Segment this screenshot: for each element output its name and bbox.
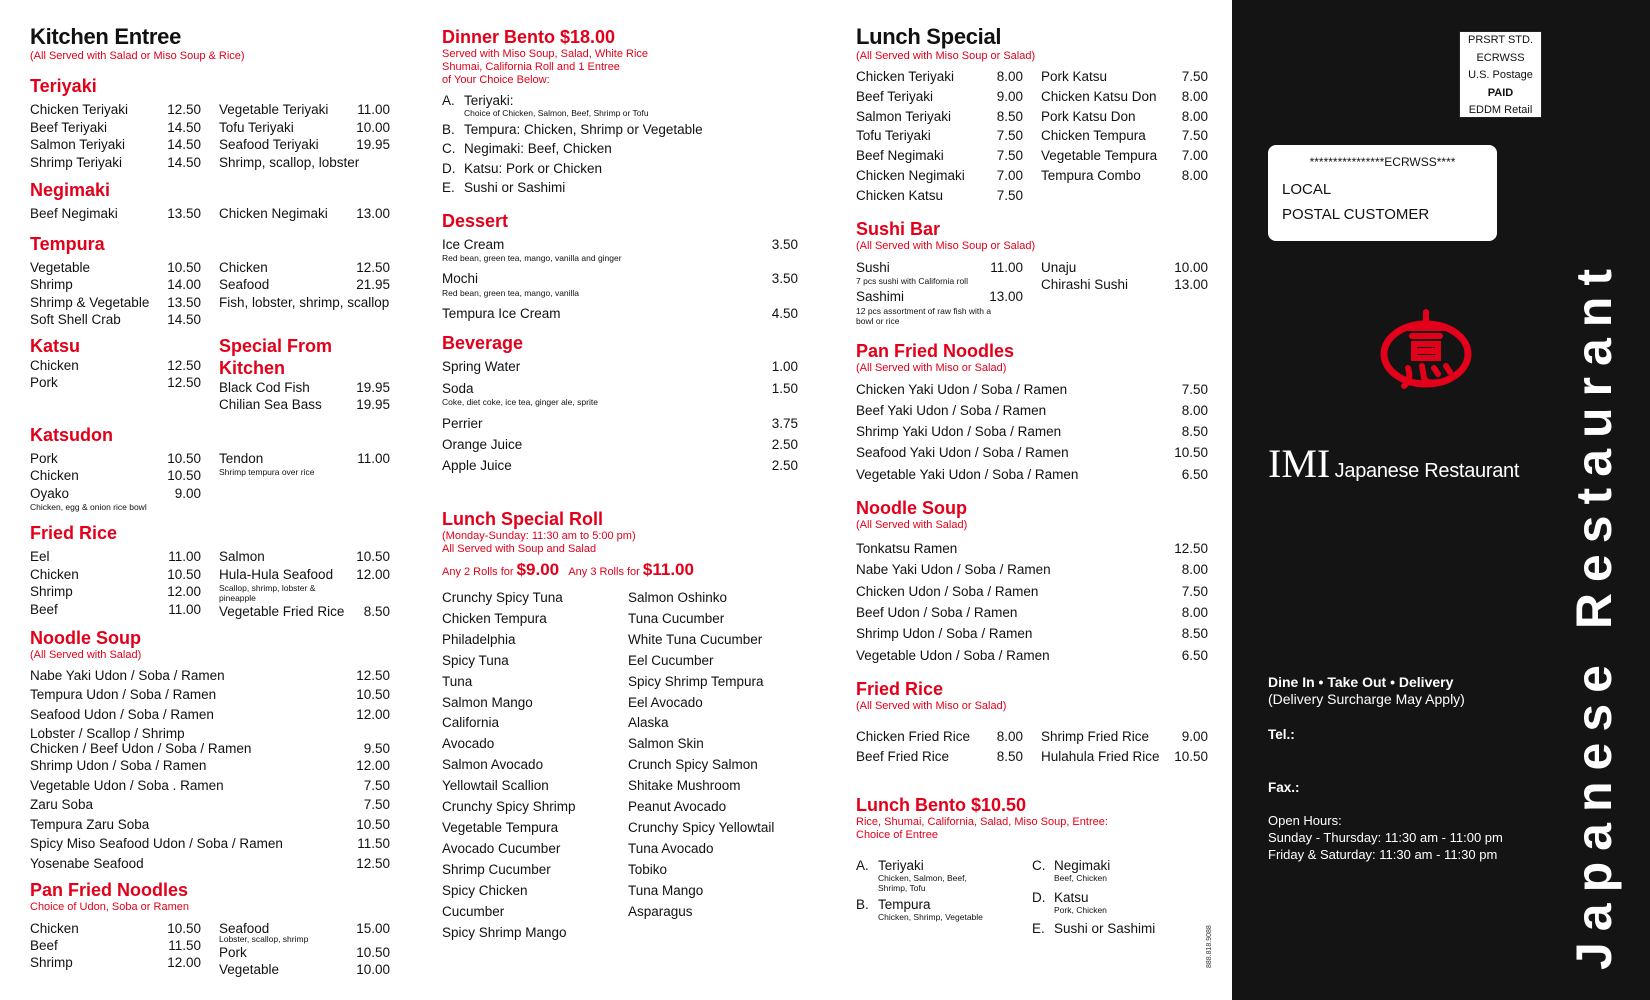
menu-item: Sashimi 13.00 (856, 289, 1023, 305)
noodle-soup-subtitle: (All Served with Salad) (30, 648, 142, 661)
pan-fried-lunch-items (856, 379, 1208, 485)
roll-item: Vegetable Tempura (442, 819, 559, 835)
menu-item: Salmon Teriyaki 14.50 (30, 137, 201, 152)
menu-item: Tempura Combo 8.00 (1041, 167, 1208, 183)
bento-option: E. Sushi or Sashimi (1032, 921, 1156, 937)
tempura-heading: Tempura (30, 233, 105, 254)
item-description: Chicken, Salmon, Beef, Shrimp, Tofu (878, 873, 967, 894)
item-description: 12 pcs assortment of raw fish with a bowl or rice (856, 305, 992, 326)
dinner-bento-options (442, 91, 798, 198)
menu-item: Beef Yaki Udon / Soba / Ramen 8.00 (856, 402, 1208, 418)
menu-item: Beef Fried Rice 8.50 (856, 748, 1023, 764)
lunch-roll-hours: (Monday-Sunday: 11:30 am to 5:00 pm) (442, 530, 636, 542)
lunch-bento-desc: Rice, Shumai, California, Salad, Miso Soup, Entree: (856, 816, 1108, 829)
menu-item: Shrimp, scallop, lobster (219, 154, 360, 170)
dinner-bento-title: Dinner Bento $18.00 (442, 27, 616, 47)
menu-item: Chicken 12.50 (219, 259, 390, 275)
mailing-address-box (1268, 145, 1497, 241)
menu-item: Chicken Tempura 7.50 (1041, 128, 1208, 144)
katsudon-items (30, 450, 390, 513)
negimaki-items (30, 205, 390, 223)
menu-item: Tofu Teriyaki 7.50 (856, 128, 1023, 144)
special-kitchen-heading: Special From Kitchen (219, 335, 333, 378)
svg-text:Japanese Restaurant: Japanese Restaurant (1566, 257, 1622, 970)
roll-deal-line: Any 2 Rolls for $9.00 Any 3 Rolls for $11.00 (442, 560, 694, 579)
menu-item: Shrimp Udon / Soba / Ramen 12.00 (30, 758, 390, 773)
menu-item: Vegetable Teriyaki 11.00 (219, 102, 390, 117)
menu-item: Seafood 15.00 (219, 921, 390, 936)
noodle-soup-items (30, 666, 390, 874)
delivery-surcharge: (Delivery Surcharge May Apply) (1268, 691, 1465, 707)
sushi-bar-subtitle: (All Served with Miso Soup or Salad) (856, 239, 1036, 252)
menu-item: Zaru Soba 7.50 (30, 797, 390, 812)
menu-item: Pork 10.50 (219, 945, 390, 960)
kitchen-entree-column (30, 24, 390, 978)
lunch-roll-served: All Served with Soup and Salad (442, 543, 597, 555)
roll-item: Alaska (628, 715, 669, 731)
fried-rice-heading: Fried Rice (30, 523, 118, 543)
service-options: Dine In • Take Out • Delivery (1268, 674, 1454, 690)
menu-item: Nabe Yaki Udon / Soba / Ramen 12.50 (30, 667, 390, 683)
kitchen-entree-title: Kitchen Entree (30, 24, 182, 49)
contact-info (1268, 674, 1518, 863)
dessert-items (442, 236, 798, 323)
menu-item: Soda 1.50 (442, 380, 798, 396)
roll-item: Tuna Mango (628, 882, 704, 898)
menu-item: Soft Shell Crab 14.50 (30, 312, 201, 327)
menu-item: Shrimp Udon / Soba / Ramen 8.50 (856, 626, 1208, 642)
menu-item: Orange Juice 2.50 (442, 437, 798, 452)
sushi-bar-heading: Sushi Bar (856, 218, 941, 239)
roll-item: Shitake Mushroom (628, 778, 741, 794)
menu-item: Ice Cream 3.50 (442, 236, 798, 252)
menu-item: Oyako 9.00 (30, 485, 201, 501)
bento-option: B. Tempura (856, 897, 931, 913)
menu-item: Seafood Yaki Udon / Soba / Ramen 10.50 (856, 445, 1208, 461)
fried-rice-items (30, 548, 390, 621)
menu-item: Vegetable Udon / Soba . Ramen 7.50 (30, 777, 390, 793)
lunch-column (856, 24, 1208, 936)
katsudon-heading: Katsudon (30, 424, 113, 445)
roll-item: Peanut Avocado (628, 799, 727, 815)
menu-item: Beef Udon / Soba / Ramen 8.00 (856, 604, 1208, 620)
menu-item: Black Cod Fish 19.95 (219, 379, 390, 395)
roll-item: Tobiko (628, 861, 668, 877)
pan-fried-noodles-heading: Pan Fried Noodles (30, 880, 189, 900)
menu-item: Mochi 3.50 (442, 271, 798, 286)
fax-label: Fax.: (1268, 780, 1300, 795)
teriyaki-heading: Teriyaki (30, 76, 97, 96)
menu-item: Salmon 10.50 (219, 549, 390, 564)
roll-item: Spicy Shrimp Tempura (628, 673, 764, 689)
katsu-heading: Katsu (30, 335, 81, 356)
roll-item: Crunchy Spicy Shrimp (442, 799, 576, 815)
brand-name: Japanese Restaurant (1334, 460, 1520, 482)
hours-line: Sunday - Thursday: 11:30 am - 11:00 pm (1268, 830, 1503, 845)
item-description: Chicken, egg & onion rice bowl (30, 502, 147, 512)
menu-item: Tempura Udon / Soba / Ramen 10.50 (30, 687, 390, 702)
hours-line: Friday & Saturday: 11:30 am - 11:30 pm (1268, 847, 1498, 862)
roll-item: Eel Cucumber (628, 652, 714, 668)
roll-item: California (442, 715, 500, 731)
item-description: 7 pcs sushi with California roll (856, 276, 968, 287)
roll-item: Crunchy Spicy Tuna (442, 590, 563, 605)
menu-item: Spicy Miso Seafood Udon / Soba / Ramen 11.50 (30, 836, 390, 851)
kitchen-entree-subtitle: (All Served with Salad or Miso Soup & Rice) (30, 50, 245, 62)
lunch-bento-heading: Lunch Bento $10.50 (856, 795, 1027, 816)
bento-dessert-column (442, 24, 798, 943)
item-description: Pork, Chicken (1054, 905, 1107, 916)
menu-item: Salmon Teriyaki 8.50 (856, 108, 1023, 124)
pan-fried-lunch-subtitle: (All Served with Miso or Salad) (856, 361, 1007, 374)
bento-option: D. Katsu: Pork or Chicken (442, 160, 603, 176)
menu-item: Chicken 12.50 (30, 357, 201, 373)
menu-item: Shrimp Teriyaki 14.50 (30, 154, 201, 170)
tempura-items (30, 259, 390, 329)
noodle-lunch-items (856, 538, 1208, 666)
menu-item: Chicken Teriyaki 12.50 (30, 102, 201, 117)
dinner-bento-desc: of Your Choice Below: (442, 74, 550, 86)
menu-item: Eel 11.00 (30, 549, 201, 564)
menu-item: Beef 11.00 (30, 601, 201, 617)
noodle-lunch-subtitle: (All Served with Salad) (856, 519, 968, 532)
roll-item: Yellowtail Scallion (442, 778, 549, 794)
menu-item: Seafood 21.95 (219, 277, 390, 292)
roll-item: Shrimp Cucumber (442, 861, 551, 877)
katsu-special-block (30, 335, 390, 414)
roll-item: Philadelphia (442, 631, 516, 647)
bento-option: C. Negimaki: Beef, Chicken (442, 141, 612, 156)
pan-fried-lunch-heading: Pan Fried Noodles (856, 340, 1015, 361)
menu-item: Yosenabe Seafood 12.50 (30, 855, 390, 871)
menu-item: Beef Negimaki 13.50 (30, 206, 201, 221)
menu-item: Fish, lobster, shrimp, scallop (219, 294, 390, 310)
menu-item: Chirashi Sushi 13.00 (1041, 277, 1208, 293)
menu-item: Unaju 10.00 (1041, 259, 1208, 275)
tel-label: Tel.: (1268, 727, 1295, 742)
item-description: Scallop, shrimp, lobster & pineapple (219, 583, 316, 603)
roll-item: Crunchy Spicy Yellowtail (628, 819, 775, 835)
menu-item: Beef Negimaki 7.50 (856, 148, 1023, 164)
roll-item: Spicy Chicken (442, 882, 528, 898)
menu-item: Vegetable Udon / Soba / Ramen 6.50 (856, 647, 1208, 663)
menu-item: Hula-Hula Seafood 12.00 (219, 566, 390, 582)
beverage-heading: Beverage (442, 333, 524, 353)
menu-item: Tofu Teriyaki 10.00 (219, 119, 390, 135)
postage-permit: PRSRT STD. ECRWSS U.S. Postage PAID EDDM Retail (1459, 31, 1542, 118)
item-description: Red bean, green tea, mango, vanilla (442, 287, 580, 298)
menu-item: Chicken Fried Rice 8.00 (856, 728, 1023, 744)
menu-item: Vegetable Tempura 7.00 (1041, 148, 1208, 164)
menu-item: Tempura Zaru Soba 10.50 (30, 816, 390, 832)
bento-option: E. Sushi or Sashimi (442, 180, 566, 195)
roll-item: Salmon Avocado (442, 757, 544, 773)
menu-item: Seafood Teriyaki 19.95 (219, 137, 390, 152)
roll-item: Asparagus (628, 903, 693, 919)
menu-item: Vegetable 10.00 (219, 962, 390, 977)
roll-item: Chicken Tempura (442, 610, 547, 626)
svg-text:888.818.9088: 888.818.9088 (1206, 925, 1213, 968)
menu-item: Tempura Ice Cream 4.50 (442, 305, 798, 321)
menu-item: Chicken Negimaki 13.00 (219, 206, 390, 221)
menu-item: Chilian Sea Bass 19.95 (219, 397, 390, 412)
lunch-special-roll-heading: Lunch Special Roll (442, 509, 604, 529)
lunch-bento-desc: Choice of Entree (856, 829, 938, 842)
address-line: LOCAL (1282, 181, 1332, 198)
menu-item: Nabe Yaki Udon / Soba / Ramen 8.00 (856, 562, 1208, 578)
item-description: Lobster, scallop, shrimp (219, 934, 309, 944)
roll-item: Spicy Shrimp Mango (442, 924, 567, 940)
menu-item: Chicken Negimaki 7.00 (856, 167, 1023, 183)
roll-item: Tuna (442, 673, 473, 689)
roll-item: Salmon Mango (442, 694, 533, 710)
menu-item: Vegetable 10.50 (30, 259, 201, 275)
bento-option: A. Teriyaki: (442, 93, 514, 108)
menu-item: Beef Teriyaki 14.50 (30, 119, 201, 135)
roll-item: Tuna Cucumber (628, 610, 725, 626)
menu-item: Pork 12.50 (30, 375, 201, 390)
roll-item: Tuna Avocado (628, 840, 714, 856)
roll-item: Avocado (442, 736, 495, 752)
menu-item: Shrimp 12.00 (30, 584, 201, 599)
menu-item: Tendon 11.00 (219, 450, 390, 466)
roll-item: Cucumber (442, 903, 505, 919)
lunch-special-subtitle: (All Served with Miso Soup or Salad) (856, 50, 1036, 62)
menu-item: Shrimp Fried Rice 9.00 (1041, 728, 1208, 744)
lunch-bento-options (856, 858, 1208, 936)
menu-item: Spring Water 1.00 (442, 359, 798, 374)
hours-label: Open Hours: (1268, 813, 1342, 828)
menu-item: Pork Katsu 7.50 (1041, 69, 1208, 84)
roll-column-right (628, 588, 798, 943)
address-line: POSTAL CUSTOMER (1282, 206, 1430, 223)
roll-item: White Tuna Cucumber (628, 631, 763, 647)
menu-item: Chicken Katsu Don 8.00 (1041, 88, 1208, 104)
roll-item: Salmon Skin (628, 736, 704, 752)
menu-item: Chicken Teriyaki 8.00 (856, 69, 1023, 84)
item-description: Chicken, Shrimp, Vegetable (878, 912, 983, 923)
item-description: Beef, Chicken (1054, 873, 1107, 884)
roll-list (442, 588, 798, 943)
brand-imi: IMI (1268, 441, 1331, 486)
vendor-number (1201, 870, 1215, 970)
pan-fried-noodles-subtitle: Choice of Udon, Soba or Ramen (30, 901, 189, 913)
menu-item: Chicken 10.50 (30, 921, 201, 936)
noodle-lunch-heading: Noodle Soup (856, 498, 967, 519)
menu-item: Hulahula Fried Rice 10.50 (1041, 748, 1208, 764)
pan-fried-noodles-items (30, 920, 390, 978)
dinner-bento-desc: Served with Miso Soup, Salad, White Rice (442, 48, 649, 60)
menu-item: Chicken 10.50 (30, 468, 201, 483)
sushi-bar-items (856, 259, 1208, 326)
restaurant-logo-icon (1378, 306, 1474, 402)
roll-column-left (442, 588, 628, 943)
item-description: Choice of Chicken, Salmon, Beef, Shrimp or Tofu (464, 107, 649, 118)
menu-item: Beef Teriyaki 9.00 (856, 88, 1023, 104)
menu-item: Sushi 11.00 (856, 259, 1023, 275)
menu-item: Shrimp Yaki Udon / Soba / Ramen 8.50 (856, 424, 1208, 440)
menu-item: Pork 10.50 (30, 450, 201, 466)
fried-rice-lunch-heading: Fried Rice (856, 678, 944, 699)
item-description: Shrimp tempura over rice (219, 467, 315, 477)
bento-option: D. Katsu (1032, 890, 1089, 906)
lunch-special-items (856, 67, 1208, 206)
menu-item: Shrimp 12.00 (30, 955, 201, 970)
item-description: Coke, diet coke, ice tea, ginger ale, sprite (442, 397, 598, 407)
roll-item: Avocado Cucumber (442, 840, 561, 856)
menu-item: Seafood Udon / Soba / Ramen 12.00 (30, 706, 390, 722)
dinner-bento-desc: Shumai, California Roll and 1 Entree (442, 61, 620, 73)
menu-item: Chicken 10.50 (30, 566, 201, 582)
menu-item: Vegetable Fried Rice 8.50 (219, 604, 390, 619)
menu-item: Chicken / Beef Udon / Soba / Ramen 9.50 (30, 741, 390, 756)
negimaki-heading: Negimaki (30, 180, 111, 200)
beverage-items (442, 358, 798, 476)
menu-item: Pork Katsu Don 8.00 (1041, 108, 1208, 124)
roll-item: Eel Avocado (628, 694, 703, 710)
roll-item: Salmon Oshinko (628, 590, 728, 605)
menu-item: Apple Juice 2.50 (442, 458, 798, 473)
menu-item: Tonkatsu Ramen 12.50 (856, 541, 1208, 557)
dessert-heading: Dessert (442, 210, 509, 231)
menu-item: Vegetable Yaki Udon / Soba / Ramen 6.50 (856, 466, 1208, 482)
menu-item-line: Lobster / Scallop / Shrimp (30, 726, 185, 741)
item-description: Red bean, green tea, mango, vanilla and ginger (442, 253, 622, 263)
menu-item: Chicken Yaki Udon / Soba / Ramen 7.50 (856, 381, 1208, 397)
bento-option: B. Tempura: Chicken, Shrimp or Vegetable (442, 121, 703, 137)
menu-item: Chicken Udon / Soba / Ramen 7.50 (856, 583, 1208, 599)
teriyaki-items (30, 101, 390, 171)
ecrwss-line: ****************ECRWSS**** (1309, 155, 1456, 169)
fried-rice-lunch-items (856, 727, 1208, 767)
menu-item: Perrier 3.75 (442, 416, 798, 431)
menu-item: Chicken Katsu 7.50 (856, 187, 1023, 203)
lunch-special-title: Lunch Special (856, 24, 1002, 49)
restaurant-brand (1268, 440, 1519, 487)
noodle-soup-heading: Noodle Soup (30, 627, 141, 648)
bento-option: A. Teriyaki (856, 858, 924, 874)
menu-item: Beef 11.50 (30, 938, 201, 953)
vertical-title (1566, 20, 1623, 980)
roll-item: Crunch Spicy Salmon (628, 757, 758, 773)
bento-option: C. Negimaki (1032, 858, 1111, 874)
menu-item: Shrimp 14.00 (30, 277, 201, 292)
fried-rice-lunch-subtitle: (All Served with Miso or Salad) (856, 699, 1007, 712)
roll-item: Spicy Tuna (442, 652, 509, 668)
menu-item: Shrimp & Vegetable 13.50 (30, 294, 201, 310)
